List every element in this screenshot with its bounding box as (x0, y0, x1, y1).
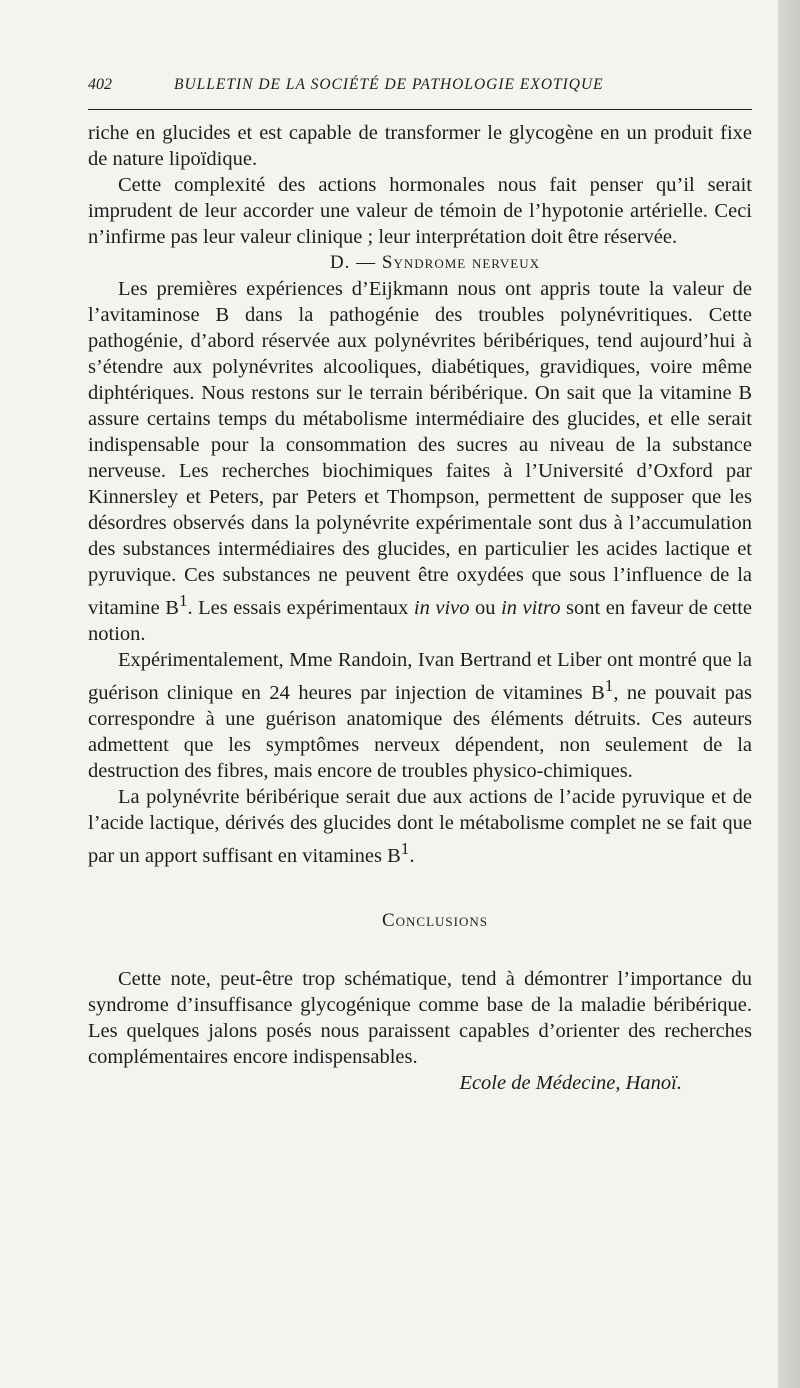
paragraph-pyruvic (88, 784, 752, 869)
paragraph-eijkmann (88, 276, 752, 647)
signature (88, 1070, 752, 1096)
running-header (88, 76, 752, 102)
section-heading-conclusions: Conclusions (381, 910, 488, 932)
paragraph-continuation: riche en glucides et est capable de transformer le glycogène en un produit fixe de nature lipoïdique. (88, 122, 752, 170)
superscript: 1 (400, 838, 410, 858)
text-segment: Les premières expériences d’Eijkmann nous ont appris toute la valeur de l’avitaminose B dans la pathogénie des troubles polynévritiques. Cette pathogénie, d’abord réservée aux polynévrites béribériques, tend aujourd’hui à s’étendre aux polynévrites alcooliques, diabétiques, gravidiques, voire même diphtériques. Nous restons sur le terrain béribérique. On sait que la vitamine B assure certains temps du métabolisme intermédiaire des glucides, et elle serait indispensable pour la consommation des sucres au niveau de la substance nerveuse. Les recherches biochimiques faites à l’Université d’Oxford par Kinnersley et Peters, par Peters et Thompson, permettent de supposer que les désordres observés dans la polynévrite expérimentale sont dus à l’accumulation des substances intermédiaires des glucides, en particulier les acides lactique et pyruvique. Ces substances ne peuvent être oxydées que sous l’influence de la vitamine B (88, 278, 752, 619)
superscript: 1 (604, 675, 614, 695)
signature-separator: , (615, 1072, 626, 1095)
paragraph-hormonal-complexity: Cette complexité des actions hormonales nous fait penser qu’il serait imprudent de leur accorder une valeur de témoin de l’hypotonie artérielle. Ceci n’infirme pas leur valeur clinique ; leur interprétation doit être réservée. (88, 174, 752, 248)
section-heading-syndrome-nerveux: D. — Syndrome nerveux (329, 252, 541, 273)
superscript: 1 (178, 591, 188, 610)
italic-term: in vivo (413, 596, 470, 619)
text-segment: , ne pouvait pas correspondre à une guérison anatomique des éléments détruits. Ces auteurs admettent que les symptômes nerveux dépendent, non seulement de la destruction des fibres, mais encore de troubles physico-chimiques. (88, 681, 753, 782)
text-segment: sont en faveur de cette notion. (88, 596, 753, 645)
signature-city: Hanoï. (625, 1072, 682, 1095)
text-segment: ou (469, 596, 502, 619)
text-segment: . (409, 844, 415, 867)
paragraph-conclusion: Cette note, peut-être trop schématique, tend à démontrer l’importance du syndrome d’insuffisance glycogénique comme base de la maladie béribérique. Les quelques jalons posés nous paraissent capables d’orienter des recherches complémentaires encore indispensables. (88, 968, 752, 1069)
page-edge (778, 0, 800, 1388)
header-rule (88, 109, 752, 110)
signature-school: Ecole de Médecine (459, 1072, 616, 1095)
italic-term: in vitro (501, 596, 561, 619)
body-text (88, 120, 752, 1096)
paragraph-randoin (88, 647, 752, 784)
page-number: 402 (88, 76, 112, 93)
text-segment: Expérimentalement, Mme Randoin, Ivan Bertrand et Liber ont montré que la guérison clinique en 24 heures par injection de vitamines B (88, 648, 752, 704)
running-title: BULLETIN DE LA SOCIÉTÉ DE PATHOLOGIE EXOTIQUE (174, 76, 604, 93)
text-segment: . Les essais expérimentaux (187, 596, 414, 619)
text-segment: La polynévrite béribérique serait due aux actions de l’acide pyruvique et de l’acide lactique, dérivés des glucides dont le métabolisme complet ne se fait que par un apport suffisant en vitamines B (88, 785, 752, 867)
